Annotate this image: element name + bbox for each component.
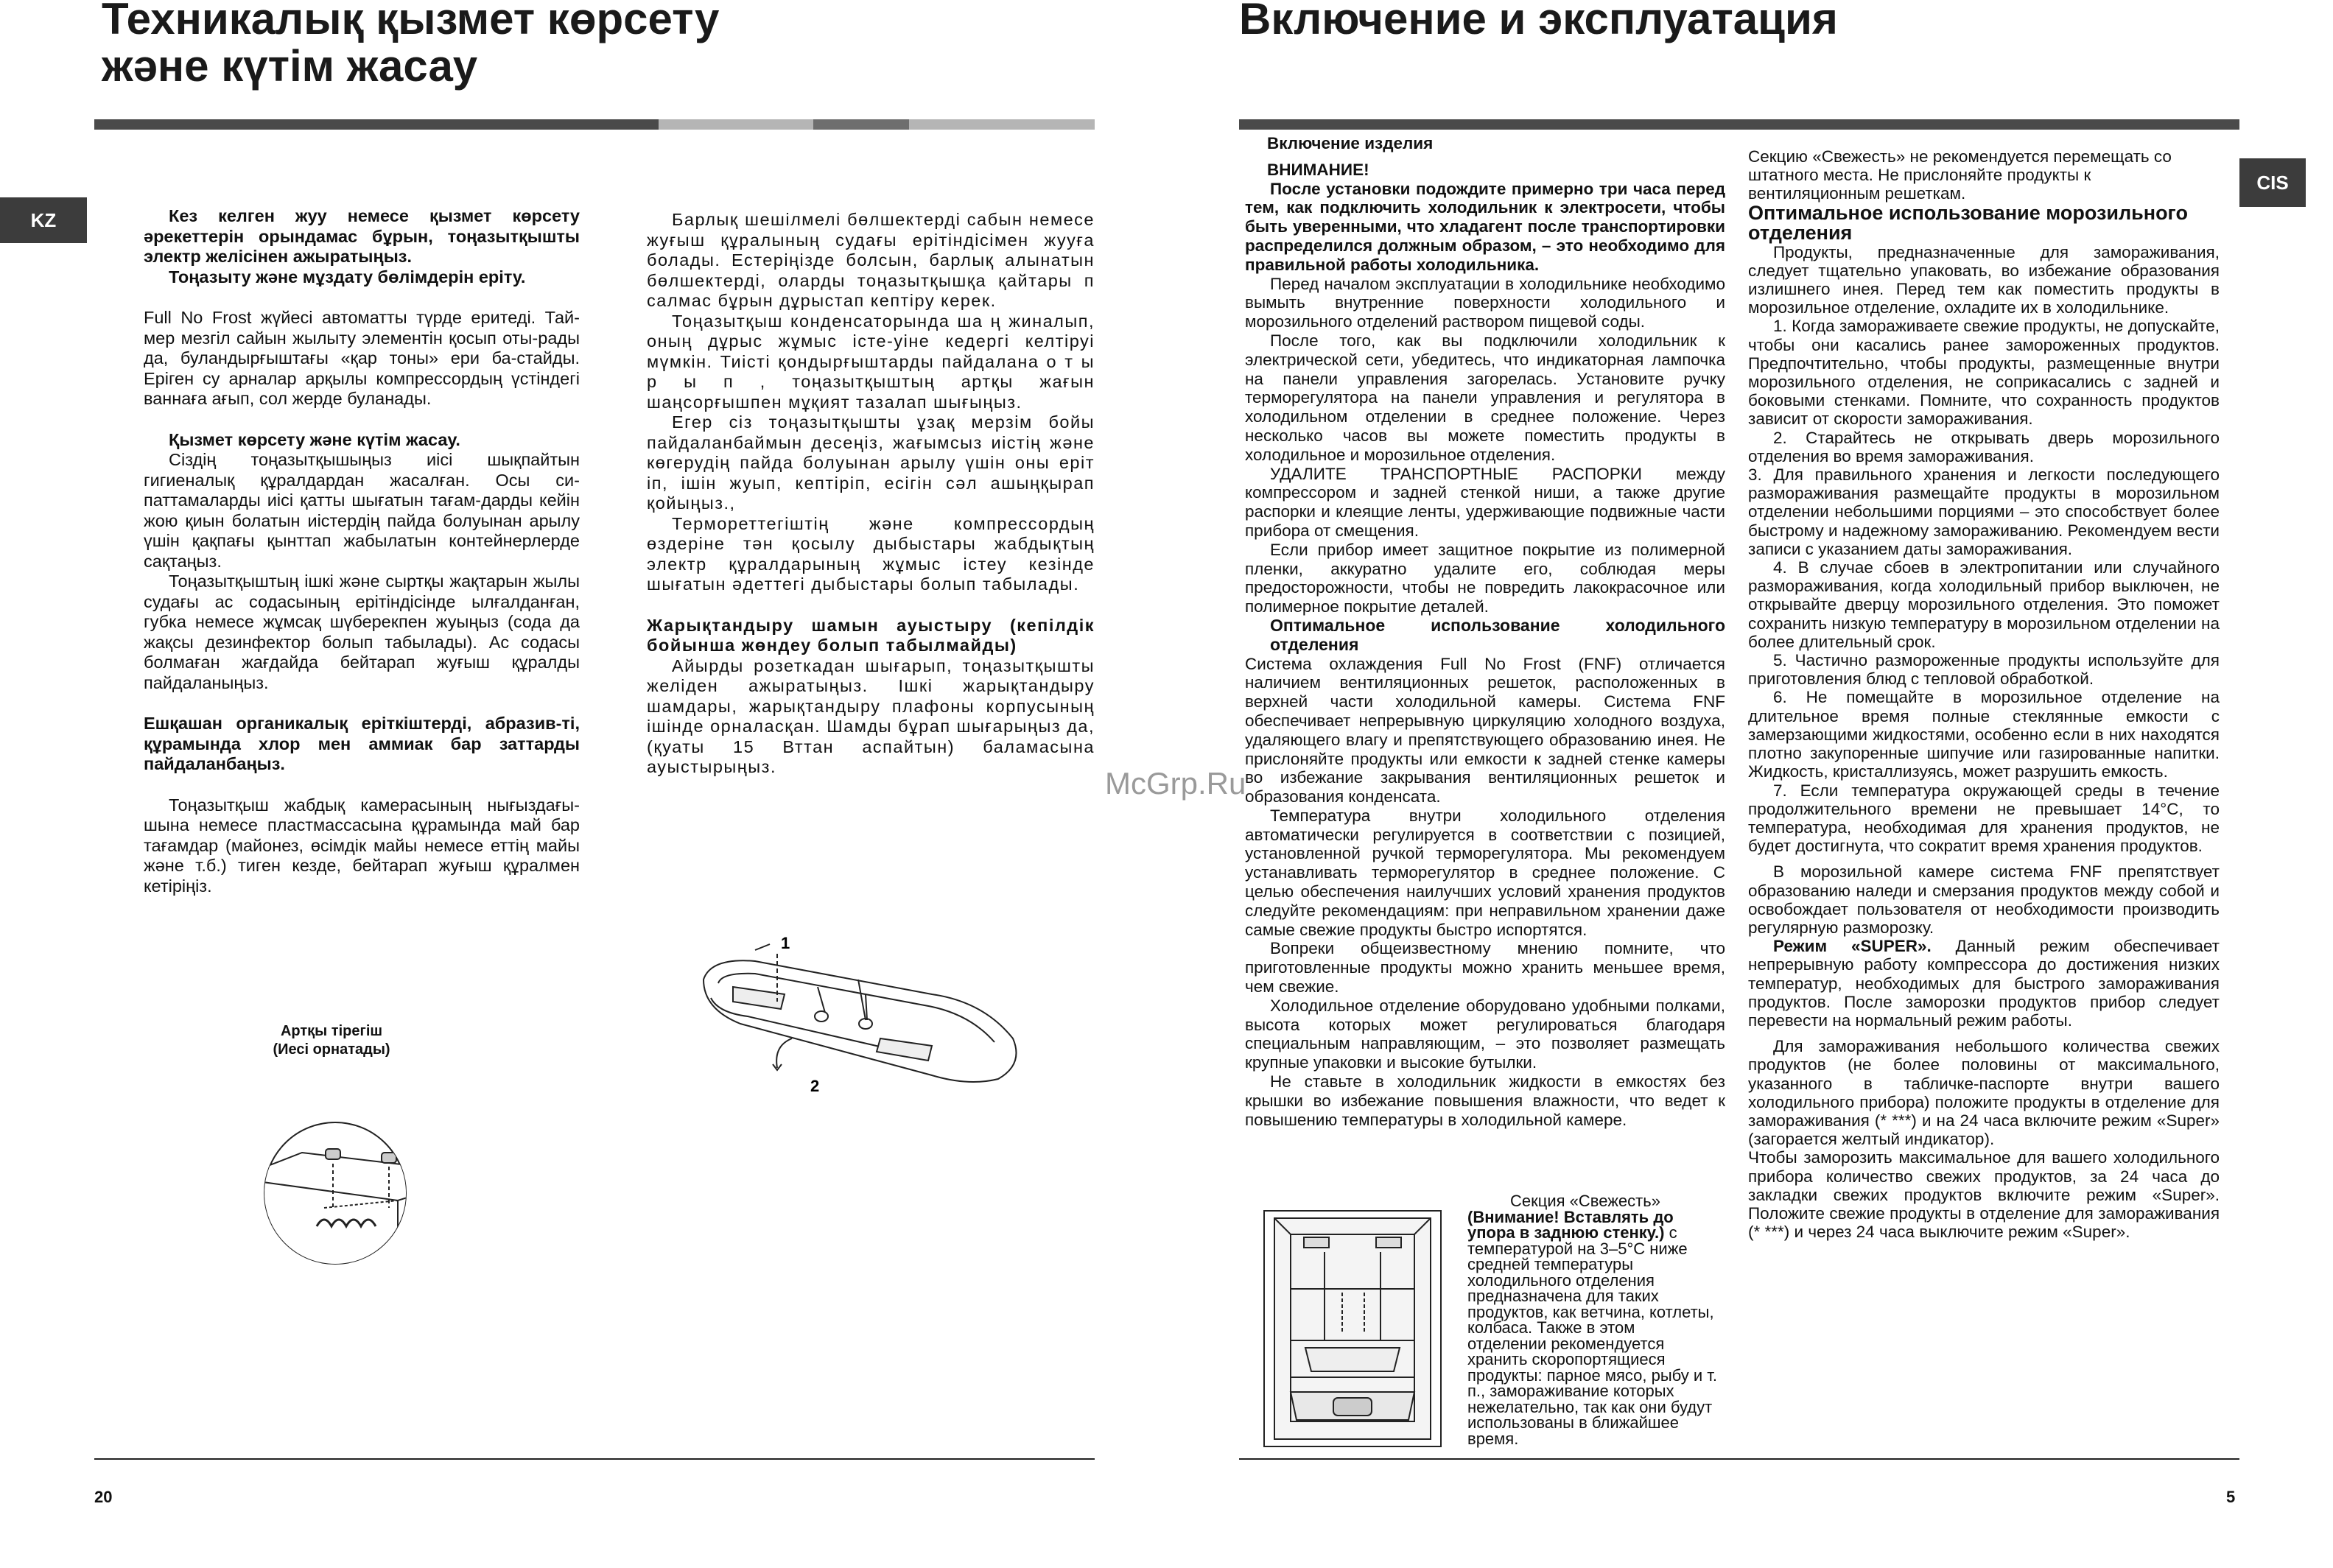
- ru-header-bar: [1239, 119, 2239, 130]
- title-line-2: және күтім жасау: [102, 41, 478, 91]
- ru-paragraph-pack: Продукты, предназначенные для замораживания, следует тщательно упаковать, во избежание образования излишнего инея. Перед тем как поместить продукты в морозильное отделение, охладите их в холодильнике.: [1748, 242, 2220, 317]
- ru-paragraph-fnf: Система охлаждения Full No Frost (FNF) отличается наличием вентиляционных решеток, расположенных в верхней части холодильной камеры. Система FNF обеспечивает непрерывную циркуляцию холодного воздуха, удаляющего влагу и препятствующего образованию инея. Не прислоняйте продукты или емкости к задней стенке камеры во избежание закрывания вентиляционных решеток и образования конденсата.: [1245, 654, 1725, 806]
- ru-paragraph-super: [1748, 937, 2220, 1030]
- ru-column-2: [1748, 147, 2220, 1241]
- ru-paragraph-liquids: Не ставьте в холодильник жидкости в емкостях без крышки во избежание повышения влажности, что ведет к повышению температуры в холодильной камере.: [1245, 1072, 1725, 1129]
- ru-page-number: 5: [2226, 1488, 2236, 1506]
- ru-paragraph-connect: После того, как вы подключили холодильник к электрической сети, убедитесь, что индикаторная лампочка на панели управления загорелась. Установите ручку терморегулятора на панели управления и регулятора в холодильном отделении в среднее положение. Через несколько часов вы можете поместить продукты в холодильное и морозильное отделения.: [1245, 331, 1725, 464]
- kz-warning-solvents: Ешқашан органикалық еріткіштерді, абразив-ті, құрамында хлор мен аммиак бар заттарды пайдаланбаңыз.: [144, 714, 580, 773]
- kz-paragraph-lamp: Айырды розеткадан шығарып, тоңазытқышты желіден ажыратыңыз. Ішкі жарықтандыру шамдары, жарықтандыру плафоны корпусының ішінде орналасқан. Шамды бұрап шығарыңыз да, (қуаты 15 Вттан аспайтын) баламасына ауыстырыңыз.: [647, 655, 1095, 776]
- kz-page-number: 20: [94, 1488, 113, 1506]
- kz-paragraph-condenser: Тоңазытқыш конденсаторында ша ң жиналып, оның дұрыс жұмыс істе-уіне кедергі келтіруі мүмкін. Тиісті қондырғыштарды пайдалана о т ы р ы п , тоңазытқыштың артқы жағын шаңсорғышпен мұқият тазалап шығыңыз.: [647, 311, 1095, 412]
- ru-paragraph-rule-7: 7. Если температура окружающей среды в течение продолжительного времени не превышает 14°С, то температура, необходимая для хранения продуктов, не будет достигнута, что сократит время хранения продуктов.: [1748, 781, 2220, 856]
- ru-paragraph-fresh-note: Секцию «Свежесть» не рекомендуется перемещать со штатного места. Не прислоняйте продукты к вентиляционным решеткам.: [1748, 147, 2172, 203]
- title-line-1: Техникалық қызмет көрсету: [102, 0, 720, 43]
- kz-heading-service: Қызмет көрсету және күтім жасау.: [169, 429, 460, 449]
- ru-fresh-body: с температурой на 3–5°С ниже средней температуры холодильного отделения предназначена для таких продуктов, как ветчина, котлеты, колбаса. Также в этом отделении рекомендуется хранить скоропортящиеся продукты: парное мясо, рыбу и т. п., замораживание которых нежелательно, так как они будут использованы в ближайшее время.: [1467, 1223, 1718, 1448]
- lamp-figure-label-1: 1: [781, 934, 790, 952]
- ru-paragraph-fnf-freezer: В морозильной камере система FNF препятствует образованию наледи и смерзания продуктов между собой и освобождает пользователя от необходимости производить регулярную разморозку.: [1748, 862, 2220, 937]
- kz-paragraph-unplug: Кез келген жуу немесе қызмет көрсету әрекеттерін орындамас бұрын, тоңазытқышты электр желісінен ажыратыңыз.: [144, 206, 580, 266]
- ru-fresh-section: [1467, 1193, 1718, 1446]
- kz-heading-defrost: Тоңазыту және мұздату бөлімдерін еріту.: [169, 267, 526, 286]
- ru-paragraph-shelves: Холодильное отделение оборудовано удобными полками, высота которых может регулироваться благодаря специальным направляющим, – это позволяет размещать крупные упаковки и высокие бутылки.: [1245, 996, 1725, 1072]
- kz-column-2: [647, 210, 1095, 778]
- fridge-interior-illustration: [1261, 1208, 1444, 1451]
- ru-paragraph-rule-5: 5. Частично размороженные продукты используйте для приготовления блюд с тепловой обработкой.: [1748, 651, 2220, 689]
- ru-heading-fridge: Оптимальное использование холодильного отделения: [1270, 615, 1725, 654]
- ru-warning-title: ВНИМАНИЕ!: [1267, 160, 1369, 179]
- page-title-kz: [102, 0, 765, 90]
- lamp-figure-label-2: 2: [810, 1077, 820, 1095]
- kz-paragraph-long-absence: Егер сіз тоңазытқышты ұзақ мерзім бойы пайдаланбаймын десеңіз, жағымсыз иістің және көгерудің пайда болуынан арылу үшін оны еріт іп, ішін жуып, кептіріп, есігін сәл ашыңқырап қойыңыз.,: [647, 412, 1095, 513]
- kz-paragraph-hygiene: Сіздің тоңазытқышыңыз иісі шықпайтын гигиеналық құралдардан жасалған. Осы си-паттамаларды иісі қатты шығатын тағам-дарды кейін жою қиын болатын иістердің пайда болуынан арылу үшін қақпағы қынттап жабылатын контейнерлерде сақтаңыз.: [144, 450, 580, 571]
- ru-fresh-text: [1467, 1209, 1718, 1447]
- header-bar-mid: [813, 119, 909, 130]
- ru-column-1: [1245, 134, 1725, 1129]
- ru-warning-body: После установки подождите примерно три часа перед тем, как подключить холодильник к электросети, чтобы быть уверенными, что хладагент после транспортировки распределился должным образом, – это необходимо для правильной работы холодильника.: [1245, 179, 1725, 274]
- ru-paragraph-max-batch: Чтобы заморозить максимальное для вашего холодильного прибора количество свежих продуктов, за 24 часа до закладки свежих продуктов включите режим «Super». Положите свежие продукты в отделение для замораживания (* ***) и через 24 часа выключите режим «Super».: [1748, 1148, 2220, 1242]
- watermark: McGrp.Ru: [1105, 766, 1246, 801]
- header-bar-dark: [94, 119, 659, 130]
- ru-super-title: Режим «SUPER».: [1773, 937, 1932, 956]
- ru-paragraph-rule-2: 2. Старайтесь не открывать дверь морозильного отделения во время замораживания.: [1748, 428, 2220, 465]
- lang-tab-kz: KZ: [0, 197, 87, 243]
- kz-paragraph-grease: Тоңазытқыш жабдық камерасының нығыздағы-шына немесе пластмассасына құрамында май бар тағамдар (майонез, өсімдік майы немесе еттің майы және т.б.) тиген кезде, бейтарап жуғыш құралмен кетіріңіз.: [144, 795, 580, 896]
- ru-paragraph-wash: Перед началом эксплуатации в холодильнике необходимо вымыть внутренние поверхности холодильного и морозильного отделений раствором пищевой соды.: [1245, 274, 1725, 331]
- ru-heading-freezer: Оптимальное использование морозильного отделения: [1748, 201, 2188, 244]
- ru-paragraph-rule-4: 4. В случае сбоев в электропитании или случайного размораживания, когда холодильный прибор выключен, не открывайте дверцу морозильного отделения. Это поможет сохранить низкую температуру в морозильном отделении на более длительный срок.: [1748, 558, 2220, 651]
- ru-fresh-warning: (Внимание! Вставлять до упора в заднюю стенку.): [1467, 1207, 1674, 1242]
- ru-fresh-intro: Секция «Свежесть»: [1510, 1192, 1660, 1210]
- ru-paragraph-spacers: УДАЛИТЕ ТРАНСПОРТНЫЕ РАСПОРКИ между компрессором и задней стенкой ниши, а также другие распорки и клеящие ленты, удерживающие подвижные части прибора от смещения.: [1245, 464, 1725, 540]
- ru-paragraph-rule-6: 6. Не помещайте в морозильное отделение на длительное время полные стеклянные емкости с замерзающими жидкостями, особенно если в них находятся плотно закупоренные шипучие или газированные напитки. Жидкость, кристаллизуясь, может разрушить емкость.: [1748, 688, 2220, 781]
- kz-heading-lamp: Жарықтандыру шамын ауыстыру (кепілдік бойынша жөндеу болып табылмайды): [647, 615, 1095, 655]
- kz-paragraph-nofrost: Full No Frost жүйесі автоматты түрде еритеді. Тай-мер мезгіл сайын жылыту элементін қосып оты-рады да, буландырғыштағы «қар тоны» ери ба-стайды. Еріген су арналар арқылы компрессордың үстіндегі ваннаға ағып, сол жерде буланады.: [144, 308, 580, 408]
- kz-paragraph-wash: Тоңазытқыштың ішкі және сыртқы жақтарын жылы судағы ас содасының ерітіндісінде ылғалданған, губка немесе жұмсақ шүберекпен жуыңыз (сода да жақсы дезинфектор болып табылады). Ас содасы болмаған жағдайда бейтарап жуғыш құралды пайдаланыңыз.: [144, 572, 580, 692]
- ru-paragraph-cooked: Вопреки общеизвестному мнению помните, что приготовленные продукты можно хранить меньшее время, чем свежие.: [1245, 939, 1725, 996]
- header-bar-light: [659, 119, 813, 130]
- page-title-ru: Включение и эксплуатация: [1239, 0, 1838, 43]
- ru-paragraph-temperature: Температура внутри холодильного отделения автоматически регулируется в соответствии с позицией, установленной ручкой терморегулятора. Мы рекомендуем устанавливать терморегулятор в среднее положение. С целью обеспечения наилучших условий хранения продуктов следуйте рекомендациям: при неправильном хранении даже самые свежие продукты быстро испортятся.: [1245, 806, 1725, 939]
- rear-spacer-illustration: [214, 1119, 457, 1267]
- kz-figure-caption: Артқы тірегіш (Иесі орнатады): [273, 1023, 390, 1058]
- kz-column-1: [144, 206, 580, 896]
- header-bar-light-2: [909, 119, 1095, 130]
- lamp-cover-illustration: [689, 928, 1035, 1119]
- kz-paragraph-parts: Барлық шешілмелі бөлшектерді сабын немесе жуғыш құралының судағы ерітіндісімен жууға болады. Естеріңізде болсын, барлық алынатын бөлшектерді, оларды тоңазытқышқа қайтары п салмас бұрын дұрыстап кептіру керек.: [647, 210, 1095, 310]
- ru-paragraph-film: Если прибор имеет защитное покрытие из полимерной пленки, аккуратно удалите его, соблюдая меры предосторожности, чтобы не повредить лакокрасочное или полимерное покрытие деталей.: [1245, 540, 1725, 616]
- kz-paragraph-noises: Термореттегіштің және компрессордың өздеріне тән қосылу дыбыстары жабдықтың электр құралдарының жұмыс істеу кезінде шығатын әдеттегі дыбыстары болып табылады.: [647, 513, 1095, 594]
- kz-footer-rule: [94, 1458, 1095, 1460]
- ru-paragraph-small-batch: Для замораживания небольшого количества свежих продуктов (не более половины от максимального, указанного в табличке-паспорте внутри вашего холодильного прибора) положите продукты в отделение для замораживания (* ***) и на 24 часа включите режим «Super» (загорается желтый индикатор).: [1748, 1037, 2220, 1149]
- ru-super-body: Данный режим обеспечивает непрерывную работу компрессора до достижения низких температур, необходимых для быстрого замораживания продуктов. После заморозки продуктов прибор следует перевести на нормальный режим работы.: [1748, 937, 2220, 1030]
- ru-paragraph-rule-1: 1. Когда замораживаете свежие продукты, не допускайте, чтобы они касались ранее замороженных продуктов. Предпочтительно, чтобы продукты, размещенные внутри морозильного отделения, не соприкасались с задней и боковыми стенками. Помните, что сохранность продуктов зависит от скорости замораживания.: [1748, 317, 2220, 429]
- lang-tab-cis: CIS: [2239, 158, 2306, 207]
- ru-footer-rule: [1239, 1458, 2239, 1460]
- ru-heading-switch-on: Включение изделия: [1267, 134, 1434, 152]
- ru-paragraph-rule-3: 3. Для правильного хранения и легкости последующего размораживания размещайте продукты в морозильном отделении небольшими порциями – это способствует более быстрому и надежному замораживанию. Рекомендуем вести записи с указанием даты замораживания.: [1748, 465, 2220, 558]
